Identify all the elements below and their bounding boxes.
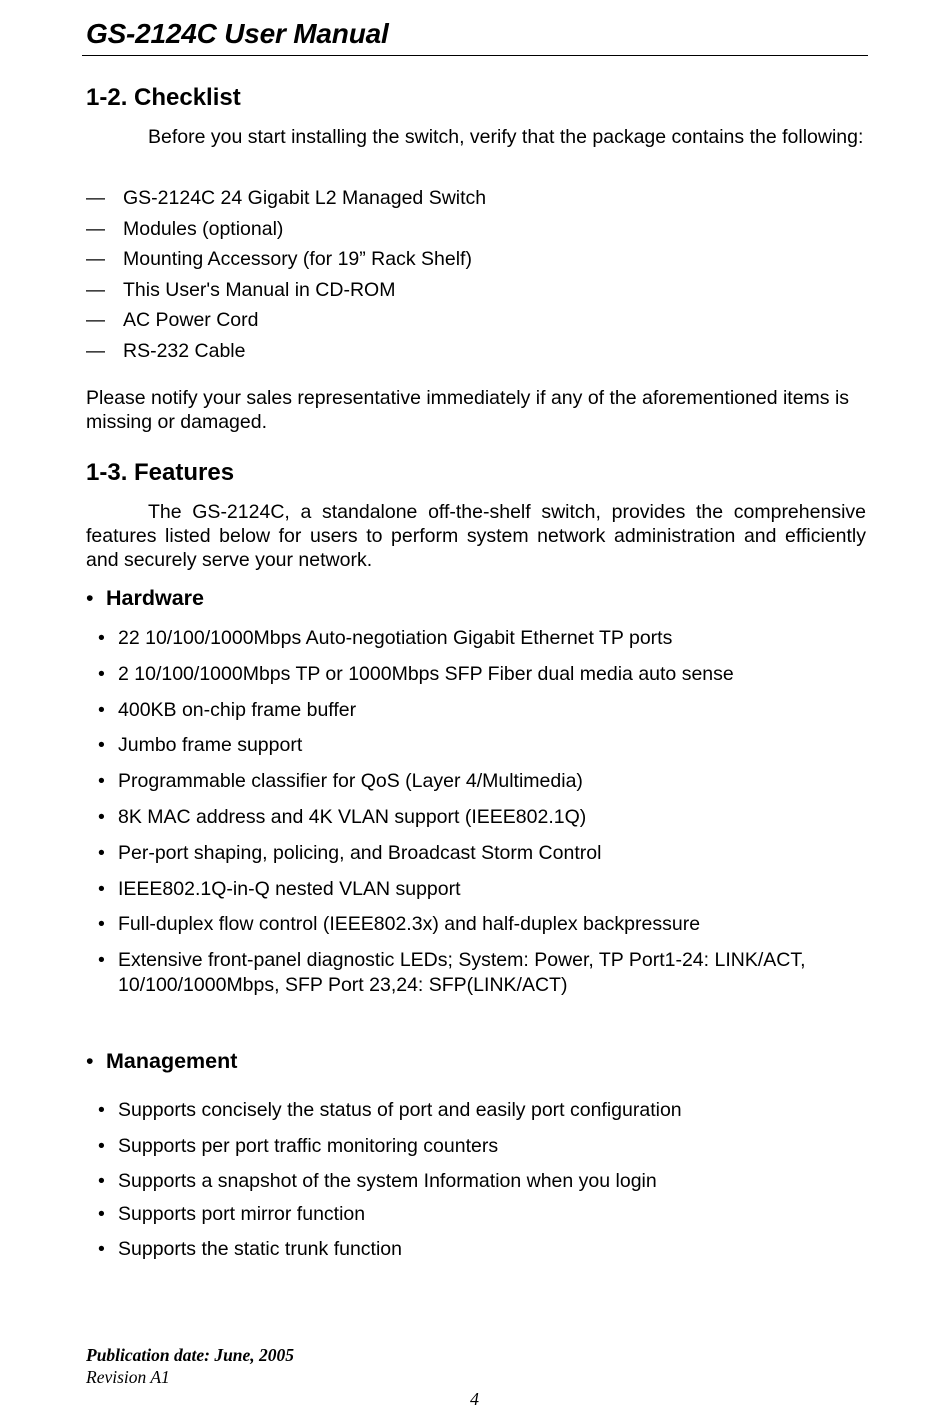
bullet-marker: •: [98, 662, 105, 685]
list-item-text: Supports a snapshot of the system Information when you login: [118, 1170, 657, 1192]
list-item: [98, 769, 883, 794]
checklist-intro: Before you start installing the switch, verify that the package contains the following:: [148, 126, 864, 148]
list-item-text: Supports per port traffic monitoring counters: [118, 1134, 499, 1157]
bullet-marker: •: [98, 627, 105, 649]
list-item: [98, 626, 883, 651]
checklist-item-text: Mounting Accessory (for 19” Rack Shelf): [123, 248, 472, 270]
bullet-marker: •: [98, 841, 105, 864]
bullet-marker: •: [98, 770, 105, 793]
list-item: [98, 1237, 883, 1262]
dash-marker: —: [86, 310, 105, 331]
checklist-heading: 1-2. Checklist: [86, 84, 241, 111]
features-heading: 1-3. Features: [86, 459, 235, 486]
dash-marker: —: [86, 188, 105, 209]
dash-marker: —: [86, 249, 105, 270]
checklist-item-text: AC Power Cord: [123, 309, 259, 331]
list-item: [98, 1169, 883, 1194]
checklist-item: [86, 215, 486, 246]
list-item-text: 400KB on-chip frame buffer: [118, 698, 357, 721]
list-item: [98, 1202, 883, 1227]
management-list: [98, 1098, 883, 1262]
list-item: [98, 733, 883, 758]
bullet-marker: •: [98, 1202, 105, 1225]
bullet-marker: •: [98, 734, 105, 757]
list-item: [98, 1098, 883, 1123]
list-item-text: Supports the static trunk function: [118, 1238, 402, 1260]
list-item-text: 8K MAC address and 4K VLAN support (IEEE802.1Q): [118, 805, 587, 828]
bullet-marker: •: [98, 949, 105, 972]
checklist-item: [86, 337, 486, 368]
bullet-marker: •: [98, 698, 105, 721]
publication-date: Publication date: June, 2005: [86, 1345, 295, 1365]
checklist-item-text: RS-232 Cable: [123, 339, 246, 362]
bullet-marker: •: [98, 913, 105, 936]
list-item-text: IEEE802.1Q-in-Q nested VLAN support: [118, 877, 461, 900]
dash-marker: —: [86, 218, 105, 240]
hardware-heading: [86, 586, 204, 611]
dash-marker: —: [86, 279, 105, 301]
list-item-text: Supports port mirror function: [118, 1202, 366, 1225]
list-item-text: 2 10/100/1000Mbps TP or 1000Mbps SFP Fiber dual media auto sense: [118, 662, 734, 685]
list-item-text: Full-duplex flow control (IEEE802.3x) and half-duplex backpressure: [118, 913, 701, 936]
document-title: GS-2124C User Manual: [86, 18, 389, 49]
checklist-notice: Please notify your sales representative immediately if any of the aforementioned items is missing or damaged.: [86, 387, 850, 433]
list-item: [98, 877, 883, 902]
bullet-marker: •: [98, 1134, 105, 1157]
page-number: 4: [470, 1389, 479, 1409]
revision-label: Revision A1: [86, 1367, 170, 1387]
checklist-item: [86, 184, 486, 215]
list-item-text: Extensive front-panel diagnostic LEDs; System: Power, TP Port1-24: LINK/ACT, 10/100/1000Mbps, SFP Port 23,24: SFP(LINK/ACT): [118, 949, 806, 997]
list-item: [98, 841, 883, 866]
list-item-text: Jumbo frame support: [118, 734, 303, 757]
dash-marker: —: [86, 340, 105, 362]
hardware-list: [98, 626, 883, 998]
list-item: [98, 805, 883, 830]
list-item: [98, 948, 883, 998]
bullet-marker: •: [86, 1049, 94, 1073]
bullet-marker: •: [98, 1099, 105, 1121]
list-item: [98, 912, 883, 937]
list-item: [98, 1134, 883, 1159]
checklist-item-text: GS-2124C 24 Gigabit L2 Managed Switch: [123, 187, 487, 209]
header-rule: [82, 55, 868, 56]
checklist-list: [86, 184, 486, 367]
bullet-marker: •: [98, 1170, 105, 1192]
checklist-item-text: This User's Manual in CD-ROM: [123, 278, 396, 301]
bullet-marker: •: [98, 877, 105, 900]
checklist-item: [86, 306, 486, 337]
checklist-item: [86, 245, 486, 276]
bullet-marker: •: [98, 805, 105, 828]
checklist-item: [86, 276, 486, 307]
list-item-text: 22 10/100/1000Mbps Auto-negotiation Gigabit Ethernet TP ports: [118, 627, 673, 649]
list-item-text: Programmable classifier for QoS (Layer 4/Multimedia): [118, 770, 583, 793]
list-item-text: Per-port shaping, policing, and Broadcast Storm Control: [118, 841, 602, 864]
bullet-marker: •: [98, 1238, 105, 1260]
list-item: [98, 698, 883, 723]
list-item: [98, 662, 883, 687]
bullet-marker: •: [86, 586, 94, 610]
hardware-label: Hardware: [106, 586, 204, 610]
management-heading: [86, 1049, 237, 1074]
list-item-text: Supports concisely the status of port and easily port configuration: [118, 1099, 682, 1121]
management-label: Management: [106, 1049, 238, 1073]
checklist-item-text: Modules (optional): [123, 217, 284, 240]
features-intro: The GS-2124C, a standalone off-the-shelf switch, provides the comprehensive features listed below for users to perform system network administration and efficiently and securely serve your network.: [86, 501, 866, 571]
